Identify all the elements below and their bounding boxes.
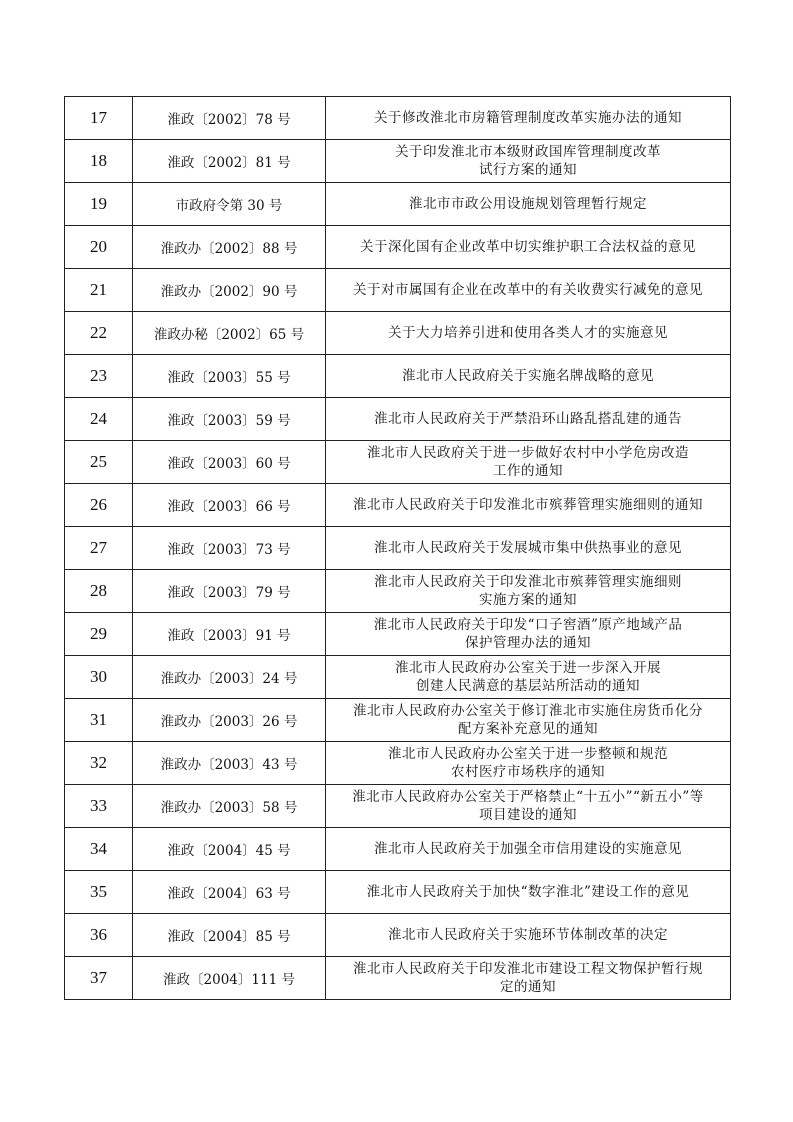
row-number: 37 — [65, 957, 133, 1000]
row-number: 22 — [65, 312, 133, 355]
document-title: 淮北市人民政府关于印发淮北市殡葬管理实施细则 实施方案的通知 — [326, 570, 731, 613]
document-number: 淮政〔2003〕73 号 — [133, 527, 326, 570]
row-number: 28 — [65, 570, 133, 613]
document-number: 淮政办〔2002〕90 号 — [133, 269, 326, 312]
document-number: 淮政办秘〔2002〕65 号 — [133, 312, 326, 355]
document-title: 关于大力培养引进和使用各类人才的实施意见 — [326, 312, 731, 355]
table-row — [65, 398, 731, 441]
document-title: 淮北市人民政府关于进一步做好农村中小学危房改造 工作的通知 — [326, 441, 731, 484]
table-row — [65, 484, 731, 527]
document-title: 关于对市属国有企业在改革中的有关收费实行减免的意见 — [326, 269, 731, 312]
row-number: 33 — [65, 785, 133, 828]
document-table — [64, 96, 731, 1000]
row-number: 23 — [65, 355, 133, 398]
row-number: 29 — [65, 613, 133, 656]
row-number: 35 — [65, 871, 133, 914]
row-number: 21 — [65, 269, 133, 312]
document-number: 淮政〔2004〕63 号 — [133, 871, 326, 914]
document-title: 关于修改淮北市房籍管理制度改革实施办法的通知 — [326, 97, 731, 140]
table-row — [65, 613, 731, 656]
table-row — [65, 914, 731, 957]
document-number: 淮政办〔2003〕58 号 — [133, 785, 326, 828]
document-title: 淮北市人民政府办公室关于进一步整顿和规范 农村医疗市场秩序的通知 — [326, 742, 731, 785]
document-number: 淮政〔2003〕59 号 — [133, 398, 326, 441]
table-row — [65, 355, 731, 398]
document-number: 淮政〔2003〕91 号 — [133, 613, 326, 656]
document-title: 淮北市人民政府关于实施环节体制改革的决定 — [326, 914, 731, 957]
document-title: 淮北市人民政府关于印发淮北市建设工程文物保护暂行规 定的通知 — [326, 957, 731, 1000]
document-number: 淮政〔2004〕45 号 — [133, 828, 326, 871]
row-number: 32 — [65, 742, 133, 785]
row-number: 36 — [65, 914, 133, 957]
table-row — [65, 140, 731, 183]
document-number: 淮政〔2003〕55 号 — [133, 355, 326, 398]
table-row — [65, 957, 731, 1000]
document-number: 淮政〔2002〕81 号 — [133, 140, 326, 183]
row-number: 24 — [65, 398, 133, 441]
row-number: 20 — [65, 226, 133, 269]
row-number: 25 — [65, 441, 133, 484]
document-number: 淮政〔2003〕66 号 — [133, 484, 326, 527]
document-number: 淮政办〔2002〕88 号 — [133, 226, 326, 269]
row-number: 30 — [65, 656, 133, 699]
row-number: 34 — [65, 828, 133, 871]
document-number: 市政府令第 30 号 — [133, 183, 326, 226]
document-title: 关于印发淮北市本级财政国库管理制度改革 试行方案的通知 — [326, 140, 731, 183]
row-number: 17 — [65, 97, 133, 140]
document-title: 淮北市人民政府关于发展城市集中供热事业的意见 — [326, 527, 731, 570]
document-title: 淮北市人民政府关于严禁沿环山路乱搭乱建的通告 — [326, 398, 731, 441]
document-number: 淮政〔2002〕78 号 — [133, 97, 326, 140]
row-number: 18 — [65, 140, 133, 183]
document-number: 淮政〔2003〕79 号 — [133, 570, 326, 613]
document-title: 淮北市人民政府办公室关于修订淮北市实施住房货币化分 配方案补充意见的通知 — [326, 699, 731, 742]
document-title: 淮北市人民政府关于印发淮北市殡葬管理实施细则的通知 — [326, 484, 731, 527]
row-number: 19 — [65, 183, 133, 226]
document-number: 淮政〔2003〕60 号 — [133, 441, 326, 484]
table-row — [65, 226, 731, 269]
document-number: 淮政办〔2003〕43 号 — [133, 742, 326, 785]
document-title: 关于深化国有企业改革中切实维护职工合法权益的意见 — [326, 226, 731, 269]
table-row — [65, 699, 731, 742]
table-row — [65, 527, 731, 570]
row-number: 31 — [65, 699, 133, 742]
document-title: 淮北市人民政府关于印发“口子窖酒”原产地域产品 保护管理办法的通知 — [326, 613, 731, 656]
table-row — [65, 183, 731, 226]
row-number: 27 — [65, 527, 133, 570]
document-title: 淮北市人民政府关于加快“数字淮北”建设工作的意见 — [326, 871, 731, 914]
document-number: 淮政办〔2003〕26 号 — [133, 699, 326, 742]
document-title: 淮北市人民政府办公室关于严格禁止“十五小”“新五小”等 项目建设的通知 — [326, 785, 731, 828]
table-row — [65, 785, 731, 828]
document-title: 淮北市人民政府办公室关于进一步深入开展 创建人民满意的基层站所活动的通知 — [326, 656, 731, 699]
document-title: 淮北市人民政府关于加强全市信用建设的实施意见 — [326, 828, 731, 871]
table-row — [65, 97, 731, 140]
row-number: 26 — [65, 484, 133, 527]
table-row — [65, 441, 731, 484]
table-row — [65, 828, 731, 871]
document-number: 淮政〔2004〕111 号 — [133, 957, 326, 1000]
table-row — [65, 871, 731, 914]
table-row — [65, 269, 731, 312]
table-row — [65, 742, 731, 785]
table-row — [65, 656, 731, 699]
document-title: 淮北市市政公用设施规划管理暂行规定 — [326, 183, 731, 226]
document-title: 淮北市人民政府关于实施名牌战略的意见 — [326, 355, 731, 398]
document-number: 淮政办〔2003〕24 号 — [133, 656, 326, 699]
table-row — [65, 570, 731, 613]
table-body — [65, 97, 731, 1000]
document-number: 淮政〔2004〕85 号 — [133, 914, 326, 957]
table-row — [65, 312, 731, 355]
